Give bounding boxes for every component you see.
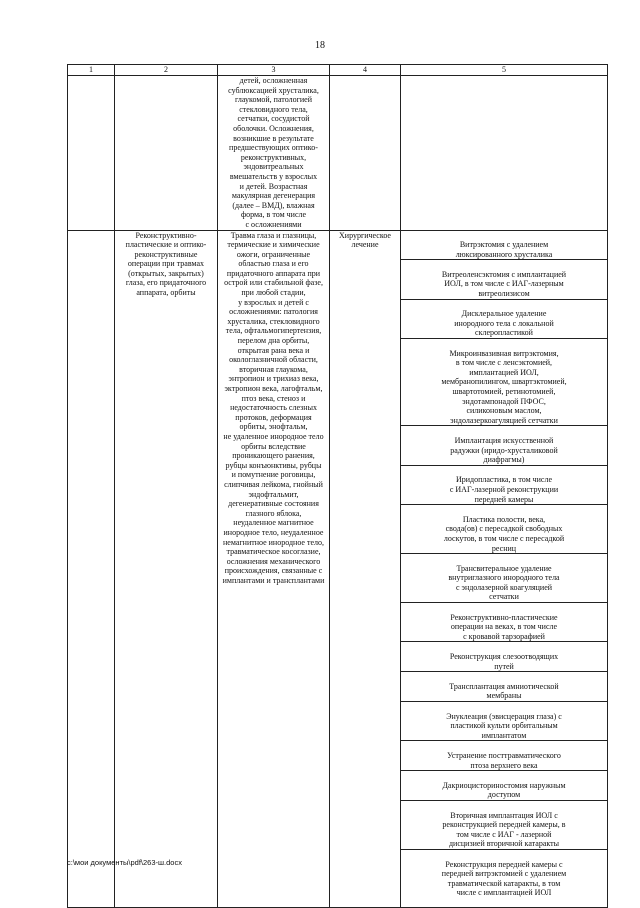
method-item: Витреоленсэктомия с имплантацией ИОЛ, в том числе с ИАГ-лазерным витреолизисом [401,270,607,300]
method-item: Вторичная имплантация ИОЛ с реконструкцией передней камеры, в том числе с ИАГ - лазерной дисцизией вторичной катаракты [401,811,607,850]
header-col-3: 3 [218,65,330,76]
cell-profile: Реконструктивно- пластические и оптико- реконструктивные операции при травмах (открытых, закрытых) глаза, его придаточного аппарата, орбиты [115,230,218,908]
header-col-1: 1 [68,65,115,76]
cell-number [68,76,115,231]
method-item: Реконструкция слезоотводящих путей [401,652,607,672]
method-item: Реконструкция передней камеры с передней витрэктомией с удалением травматической катаракты, в том числе с имплантацией ИОЛ [441,859,567,898]
method-item: Витрэктомия с удалением люксированного хрусталика [401,240,607,260]
cell-diagnosis: детей, осложненная сублюксацией хрусталика, глаукомой, патологией стекловидного тела, сетчатки, сосудистой оболочки. Осложнения, возникшие в результате предшествующих оптико- реконструктивных, эндовитреальных вмешательств у взрослых и детей. Возрастная макулярная дегенерация (далее – ВМД), влажная форма, в том числе с осложнениями [218,76,330,231]
file-path-footer: c:\мои документы\pdf\263-ш.docx [67,858,182,867]
method-item: Микроинвазивная витрэктомия, в том числе с ленсэктомией, имплантацией ИОЛ, мембранопилингом, швартэктомией, швартотомией, ретинотомией, эндотампонадой ПФОС, силиконовым маслом, эндолазеркоагуляцией сетчатки [401,349,607,427]
page-number: 18 [315,40,325,51]
procedures-table [67,64,608,908]
cell-treatment-type [330,76,401,231]
cell-methods [401,230,608,908]
table-row-trauma [68,230,608,908]
method-item: Трансвитеральное удаление внутриглазного инородного тела с эндолазерной коагуляцией сетчатки [401,564,607,603]
method-item: Имплантация искусственной радужки (иридо-хрусталиковой диафрагмы) [401,436,607,466]
table-header-row [68,65,608,76]
cell-diagnosis: Травма глаза и глазницы, термические и химические ожоги, ограниченные областью глаза и его придаточного аппарата при острой или стабильной фазе, при любой стадии, у взрослых и детей с осложнениями: патология хрусталика, стекловидного тела, офтальмогипертензия, перелом дна орбиты, открытая рана века и окологлазничной области, вторичная глаукома, энтропион и трихиаз века, эктропион века, лагофтальм, птоз века, стеноз и недостаточность слезных протоков, деформация орбиты, энофтальм, не удаленное инородное тело орбиты вследствие проникающего ранения, рубцы конъюнктивы, рубцы и помутнение роговицы, слипчивая лейкома, гнойный эндофтальмит, дегенеративные состояния глазного яблока, неудаленное магнитное инородное тело, неудаленное немагнитное инородное тело, травматическое косоглазие, осложнения механического происхождения, связанные с имплантами и трансплантами [218,230,330,908]
cell-profile [115,76,218,231]
method-item: Дисклеральное удаление инородного тела с локальной склеропластикой [401,309,607,339]
table-row-continuation [68,76,608,231]
header-col-4: 4 [330,65,401,76]
header-col-5: 5 [401,65,608,76]
cell-methods [401,76,608,231]
cell-treatment-type: Хирургическое лечение [330,230,401,908]
cell-number [68,230,115,908]
method-item: Трансплантация амниотической мембраны [401,682,607,702]
method-item: Устранение посттравматического птоза верхнего века [401,751,607,771]
header-col-2: 2 [115,65,218,76]
method-item: Реконструктивно-пластические операции на веках, в том числе с кровавой тарзорафией [401,613,607,643]
method-item: Иридопластика, в том числе с ИАГ-лазерной реконструкции передней камеры [401,475,607,505]
method-item: Дакриоцисториностомия наружным доступом [401,781,607,801]
method-item: Энуклеация (эвисцерация глаза) с пластикой культи орбитальным имплантатом [401,712,607,742]
method-item: Пластика полости, века, свода(ов) с пересадкой свободных лоскутов, в том числе с пересадкой ресниц [401,515,607,554]
